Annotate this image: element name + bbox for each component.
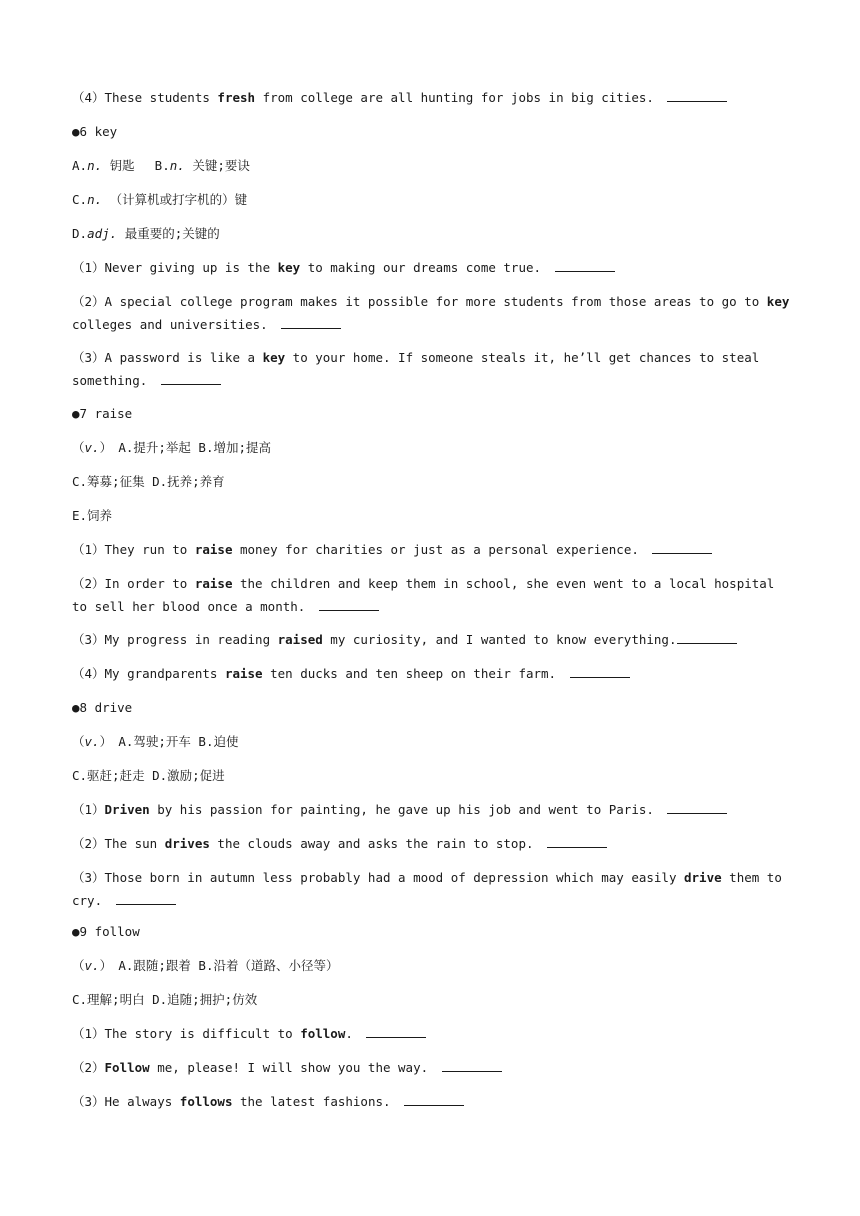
keyword: Follow (104, 1060, 150, 1075)
answer-blank[interactable] (667, 800, 727, 814)
part-of-speech: v. (84, 440, 100, 455)
word-heading-text: ●7 raise (72, 406, 133, 421)
definition-line (72, 470, 792, 493)
part-of-speech: adj. (87, 226, 118, 241)
sentence-text: to making our dreams come true. (300, 260, 549, 275)
part-of-speech: v. (84, 734, 100, 749)
sentence-text: （2） (72, 1060, 105, 1075)
sentence-text: to your home. If someone steals it, he’ll get chances to steal something. (72, 350, 760, 388)
definition-text: A. (72, 158, 88, 173)
keyword: drives (164, 836, 210, 851)
definition-text: ） A.提升;举起 B.增加;提高 (99, 440, 272, 455)
definition-text: （ (72, 958, 85, 973)
sentence-text: （3）My progress in reading (72, 632, 278, 647)
sentence-item (72, 1090, 792, 1113)
sentence-text: （4）These students (72, 90, 218, 105)
part-of-speech: n. (87, 192, 103, 207)
definition-text: C. (72, 192, 88, 207)
sentence-text: money for charities or just as a personal experience. (232, 542, 647, 557)
definition-text: C.筹募;征集 D.抚养;养育 (72, 474, 225, 489)
part-of-speech: n. (87, 158, 103, 173)
definition-line (72, 188, 792, 211)
sentence-item (72, 572, 792, 618)
sentence-text: . (345, 1026, 361, 1041)
answer-blank[interactable] (570, 664, 630, 678)
answer-blank[interactable] (677, 630, 737, 644)
sentence-text: （1） (72, 802, 105, 817)
sentence-item (72, 662, 792, 685)
sentence-item (72, 628, 792, 651)
sentence-text: （1）Never giving up is the (72, 260, 278, 275)
definition-text: D. (72, 226, 88, 241)
sentence-text: （3）A password is like a (72, 350, 263, 365)
definition-line (72, 504, 792, 527)
definition-text: 钥匙 B. (102, 158, 170, 173)
sentence-text: （2）The sun (72, 836, 165, 851)
definition-text: E.饲养 (72, 508, 113, 523)
sentence-text: from college are all hunting for jobs in big cities. (255, 90, 662, 105)
word-heading (72, 696, 792, 719)
answer-blank[interactable] (404, 1092, 464, 1106)
sentence-text: me, please! I will show you the way. (149, 1060, 436, 1075)
answer-blank[interactable] (652, 540, 712, 554)
sentence-item (72, 832, 792, 855)
keyword: drive (684, 870, 722, 885)
definition-line (72, 436, 792, 459)
keyword: follows (179, 1094, 233, 1109)
sentence-item (72, 290, 792, 336)
sentence-text: （2）A special college program makes it possible for more students from those areas to go to (72, 294, 767, 309)
word-heading-text: ●9 follow (72, 924, 140, 939)
keyword: key (277, 260, 301, 275)
sentence-item (72, 1056, 792, 1079)
sentence-text: （4）My grandparents (72, 666, 225, 681)
answer-blank[interactable] (366, 1024, 426, 1038)
definition-text: （计算机或打字机的）键 (102, 192, 248, 207)
word-heading (72, 120, 792, 143)
sentence-text: the children and keep them in school, she even went to a local hospital to sell her blood once a month. (72, 576, 775, 614)
sentence-text: （3）Those born in autumn less probably had a mood of depression which may easily (72, 870, 684, 885)
keyword: Driven (104, 802, 150, 817)
sentence-text: the latest fashions. (232, 1094, 399, 1109)
keyword: raise (224, 666, 263, 681)
sentence-text: them to cry. (72, 870, 782, 908)
sentence-item (72, 256, 792, 279)
keyword: key (766, 294, 790, 309)
definition-line (72, 222, 792, 245)
answer-blank[interactable] (116, 891, 176, 905)
answer-blank[interactable] (555, 258, 615, 272)
answer-blank[interactable] (667, 88, 727, 102)
definition-text: 最重要的;关键的 (117, 226, 220, 241)
sentence-item (72, 538, 792, 561)
word-heading (72, 402, 792, 425)
answer-blank[interactable] (281, 315, 341, 329)
sentence-text: my curiosity, and I wanted to know everything. (322, 632, 677, 647)
word-heading-text: ●6 key (72, 124, 118, 139)
sentence-item (72, 1022, 792, 1045)
definition-text: ） A.跟随;跟着 B.沿着（道路、小径等） (99, 958, 339, 973)
definition-text: C.理解;明白 D.追随;拥护;仿效 (72, 992, 258, 1007)
answer-blank[interactable] (161, 371, 221, 385)
definition-line (72, 730, 792, 753)
sentence-text: ten ducks and ten sheep on their farm. (262, 666, 564, 681)
answer-blank[interactable] (442, 1058, 502, 1072)
sentence-item (72, 346, 792, 392)
definition-text: （ (72, 440, 85, 455)
definition-line (72, 954, 792, 977)
keyword: raise (194, 542, 233, 557)
sentence-text: by his passion for painting, he gave up his job and went to Paris. (149, 802, 662, 817)
sentence-text: （1）They run to (72, 542, 195, 557)
answer-blank[interactable] (547, 834, 607, 848)
answer-blank[interactable] (319, 597, 379, 611)
sentence-item (72, 866, 792, 912)
definition-text: 关键;要诀 (184, 158, 250, 173)
keyword: raised (277, 632, 323, 647)
keyword: follow (300, 1026, 346, 1041)
sentence-text: （1）The story is difficult to (72, 1026, 301, 1041)
definition-line (72, 154, 792, 177)
word-heading (72, 920, 792, 943)
sentence-item (72, 798, 792, 821)
sentence-text: colleges and universities. (72, 317, 276, 332)
definition-line (72, 988, 792, 1011)
definition-text: （ (72, 734, 85, 749)
keyword: key (262, 350, 286, 365)
keyword: fresh (217, 90, 256, 105)
part-of-speech: n. (169, 158, 185, 173)
definition-text: ） A.驾驶;开车 B.迫使 (99, 734, 239, 749)
sentence-text: （2）In order to (72, 576, 195, 591)
sentence-text: （3）He always (72, 1094, 180, 1109)
part-of-speech: v. (84, 958, 100, 973)
definition-line (72, 764, 792, 787)
definition-text: C.驱赶;赶走 D.激励;促进 (72, 768, 225, 783)
word-heading-text: ●8 drive (72, 700, 133, 715)
sentence-item (72, 86, 792, 109)
keyword: raise (194, 576, 233, 591)
sentence-text: the clouds away and asks the rain to stop. (209, 836, 542, 851)
